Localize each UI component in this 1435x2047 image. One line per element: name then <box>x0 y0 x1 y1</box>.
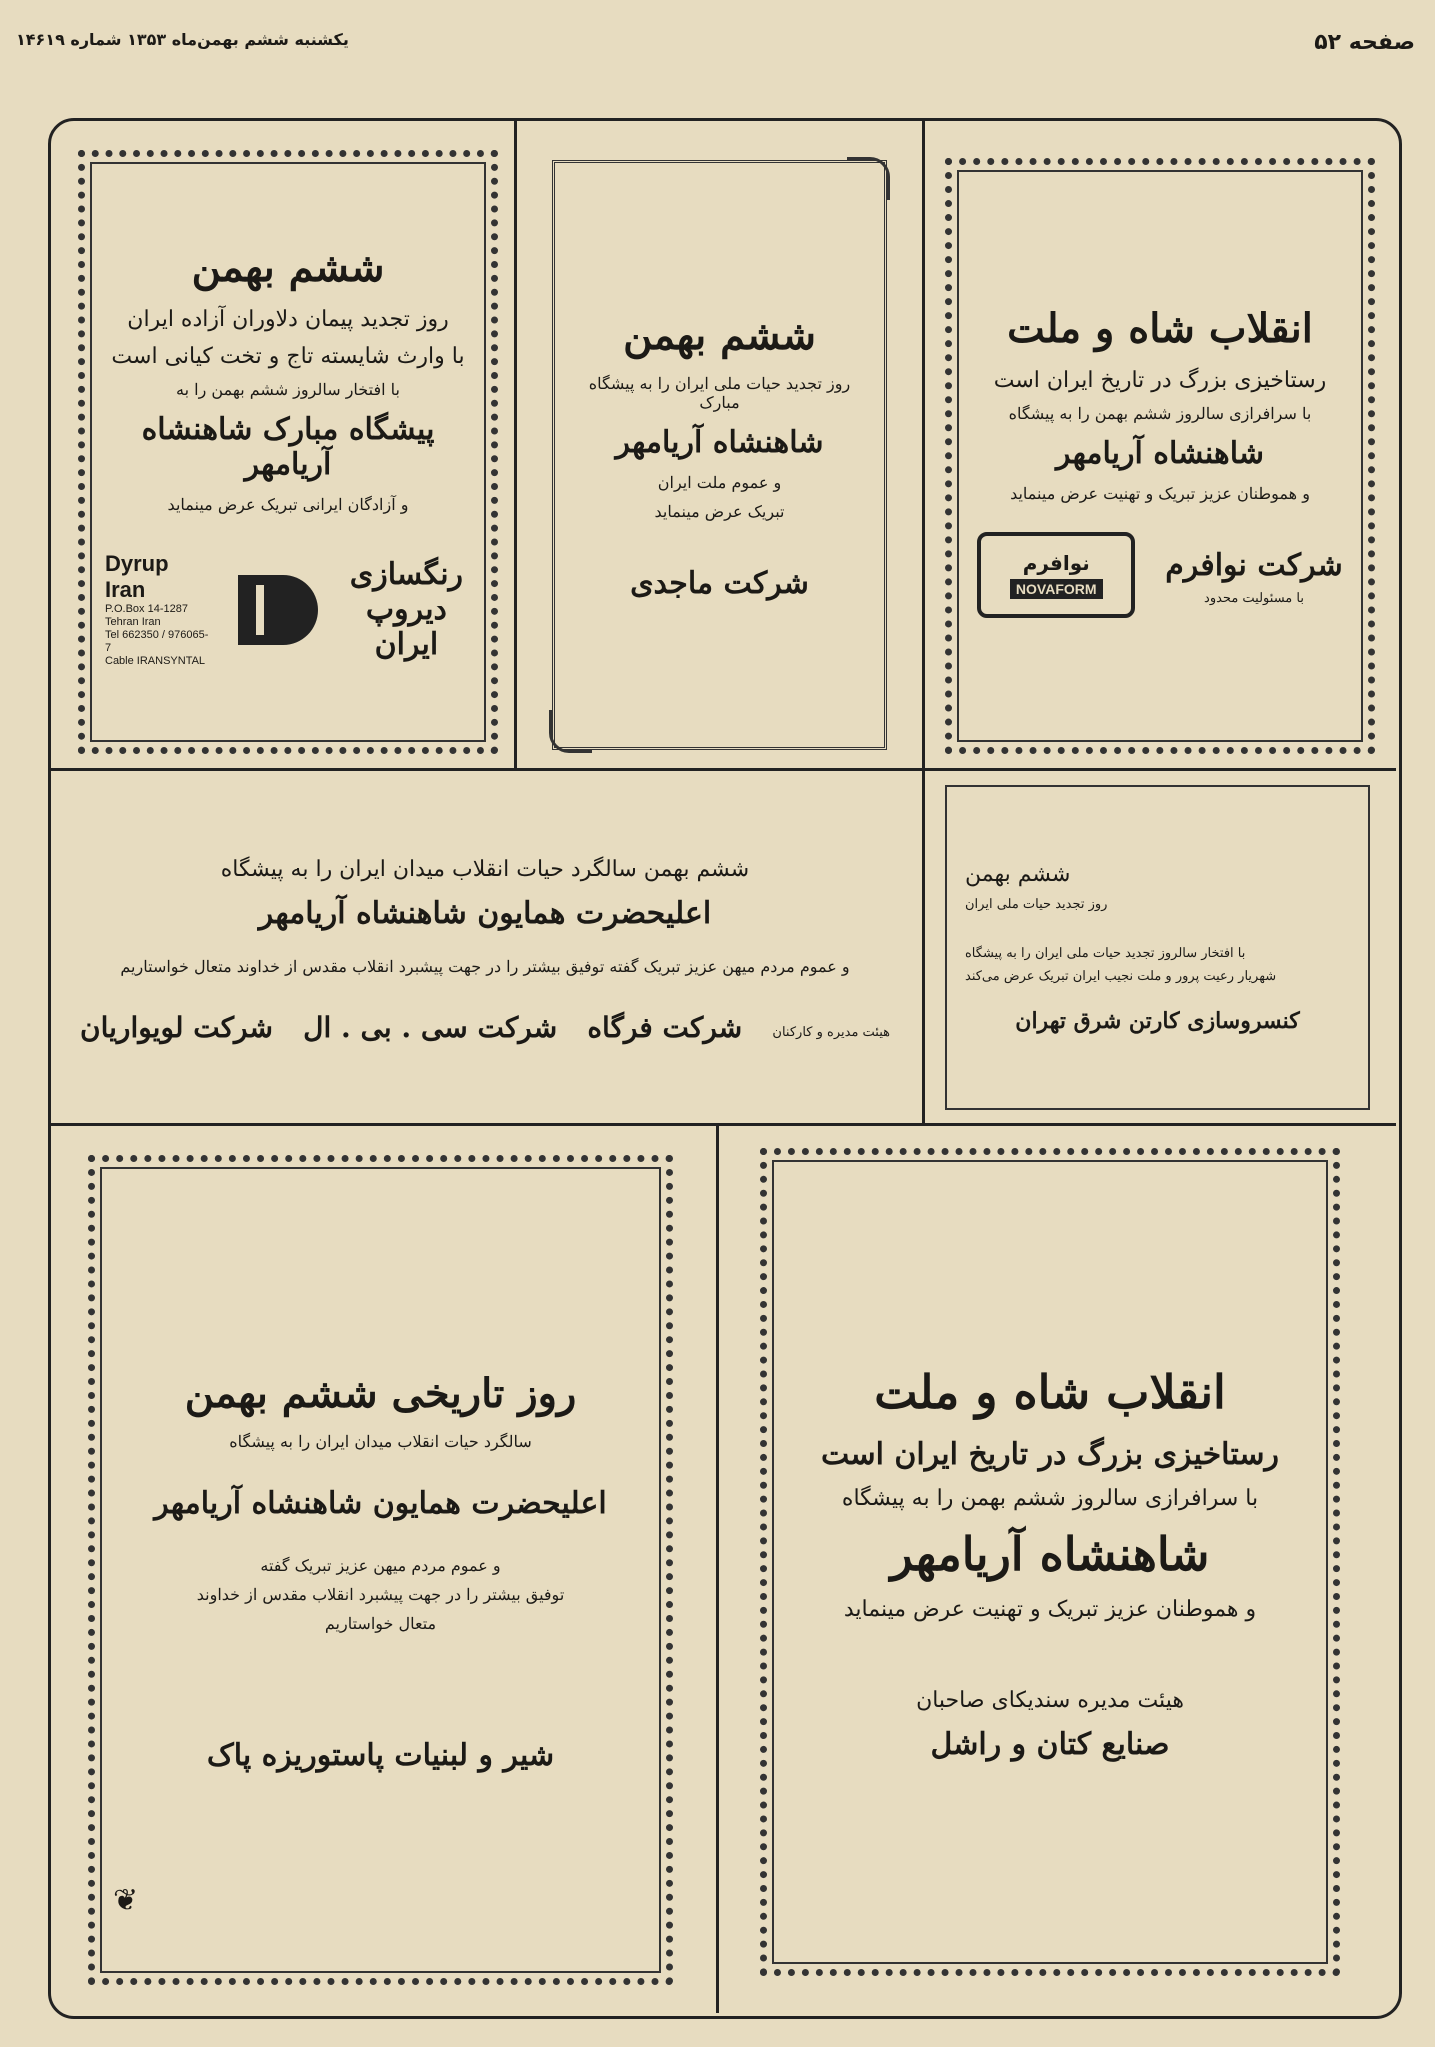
ad-kaftan-company: صنایع کتان و راشل <box>930 1726 1170 1762</box>
ad-novaform-company-sub: با مسئولیت محدود <box>1204 590 1304 606</box>
dyrup-contact <box>105 551 214 668</box>
ad-majedi <box>552 160 887 750</box>
ad-dyrup-line5: و آزادگان ایرانی تبریک عرض مینماید <box>167 495 409 514</box>
ad-kaftan-line1: رستاخیزی بزرگ در تاریخ ایران است <box>821 1436 1279 1472</box>
ad-pasteurized-line5: متعال خواستاریم <box>324 1613 437 1633</box>
ad-novaform <box>945 158 1375 754</box>
dyrup-cable: Cable IRANSYNTAL <box>105 655 206 667</box>
divider-v4 <box>716 1125 719 2013</box>
ad-kaftan-line2: با سرافرازی سالروز ششم بهمن را به پیشگاه <box>841 1485 1259 1511</box>
ad-majedi-line1: روز تجدید حیات ملی ایران را به پیشگاه مبارک <box>588 373 851 412</box>
ad-majedi-title: ششم بهمن <box>623 311 816 359</box>
dyrup-city: Tehran Iran <box>105 616 161 628</box>
ad-novaform-line4: و هموطنان عزیز تبریک و تهنیت عرض مینماید <box>1010 483 1310 503</box>
ad-group-sub: هیئت مدیره و کارکنان <box>772 1025 890 1040</box>
ad-group-company-2: شرکت سی . بی . ال <box>303 1011 558 1044</box>
ad-kaftan-sub: هیئت مدیره سندیکای صاحبان <box>916 1687 1184 1713</box>
dyrup-po: P.O.Box 14-1287 <box>105 603 188 615</box>
novaform-logo-row <box>977 532 1343 618</box>
ad-novaform-line1: رستاخیزی بزرگ در تاریخ ایران است <box>993 367 1327 393</box>
ad-carton-line3: با افتخار سالروز تجدید حیات ملی ایران را به پیشگاه <box>965 945 1246 961</box>
ad-carton-line1: ششم بهمن <box>965 861 1071 887</box>
ad-pasteurized <box>88 1155 673 1985</box>
novaform-logo-en: NOVAFORM <box>1010 579 1103 599</box>
dyrup-tel: Tel 662350 / 976065-7 <box>105 629 209 654</box>
ad-group-company-3: شرکت لویواریان <box>80 1011 273 1044</box>
divider-v1 <box>514 121 517 770</box>
ad-majedi-line2: شاهنشاه آریامهر <box>615 424 824 460</box>
dyrup-logo-row <box>105 549 471 670</box>
dyrup-brand: Dyrup Iran <box>105 551 169 602</box>
ad-carton-company: کنسروسازی کارتن شرق تهران <box>1015 1007 1300 1034</box>
ad-group-company-1: شرکت فرگاه <box>587 1011 743 1044</box>
ad-dyrup <box>78 150 498 754</box>
ad-majedi-line4: تبریک عرض مینماید <box>654 501 785 521</box>
ad-novaform-line2: با سرافرازی سالروز ششم بهمن را به پیشگاه <box>1008 403 1312 423</box>
ad-group-company-row <box>80 1011 890 1044</box>
ad-novaform-title: انقلاب شاه و ملت <box>1007 304 1313 352</box>
ad-novaform-company: شرکت نوافرم <box>1165 547 1343 583</box>
ad-dyrup-company: رنگسازی دیروپ ایران <box>349 557 464 662</box>
ad-pasteurized-line1: سالگرد حیات انقلاب میدان ایران را به پیشگاه <box>229 1431 532 1451</box>
ad-novaform-line3: شاهنشاه آریامهر <box>1056 435 1264 471</box>
ad-group-line2: اعلیحضرت همایون شاهنشاه آریامهر <box>258 896 712 931</box>
flower-logo-icon: ❦ <box>113 1883 139 1918</box>
issue-date-line: یکشنبه ششم بهمن‌ماه ۱۳۵۳ شماره ۱۴۶۱۹ <box>16 30 349 49</box>
ad-pasteurized-line3: و عموم مردم میهن عزیز تبریک گفته <box>260 1555 501 1575</box>
ad-group-line1: ششم بهمن سالگرد حیات انقلاب میدان ایران را به پیشگاه <box>220 857 750 882</box>
ad-pasteurized-line4: توفیق بیشتر را در جهت پیشبرد انقلاب مقدس از خداوند <box>196 1584 565 1604</box>
ad-group <box>60 780 910 1115</box>
ad-kaftan-line4: و هموطنان عزیز تبریک و تهنیت عرض مینماید <box>843 1596 1257 1622</box>
ad-pasteurized-title: روز تاریخی ششم بهمن <box>184 1369 577 1417</box>
ad-kaftan-line3: شاهنشاه آریامهر <box>890 1526 1210 1581</box>
ad-dyrup-title: ششم بهمن <box>191 244 385 291</box>
divider-v3 <box>922 770 925 1125</box>
ad-pasteurized-line2: اعلیحضرت همایون شاهنشاه آریامهر <box>154 1485 607 1521</box>
ad-dyrup-line4: پیشگاه مبارک شاهنشاه آریامهر <box>141 412 435 482</box>
page-number: صفحه ۵۲ <box>1314 30 1415 55</box>
ad-kaftan <box>760 1148 1340 1976</box>
divider-h2 <box>51 1123 1396 1126</box>
ad-dyrup-line3: با افتخار سالروز ششم بهمن را به <box>176 380 400 399</box>
ad-dyrup-line2: با وارث شایسته تاج و تخت کیانی است <box>111 344 465 369</box>
dyrup-d-logo-icon <box>238 575 318 645</box>
ad-carton-line4: شهریار رعیت پرور و ملت نجیب ایران تبریک عرض می‌کند <box>965 968 1277 984</box>
novaform-company-block <box>1165 540 1343 610</box>
divider-h1 <box>51 768 1396 771</box>
ad-kaftan-title: انقلاب شاه و ملت <box>874 1364 1226 1419</box>
ad-carton-line2: روز تجدید حیات ملی ایران <box>965 896 1108 912</box>
ad-majedi-company: شرکت ماجدی <box>630 565 809 601</box>
divider-v2 <box>922 121 925 770</box>
ad-dyrup-line1: روز تجدید پیمان دلاوران آزاده ایران <box>127 307 449 332</box>
novaform-logo-icon <box>977 532 1135 618</box>
ad-pasteurized-company: شیر و لبنیات پاستوریزه پاک <box>206 1737 555 1773</box>
ad-group-line3: و عموم مردم میهن عزیز تبریک گفته توفیق بیشتر را در جهت پیشبرد انقلاب مقدس از خداوند متعال خواستاریم <box>120 957 850 976</box>
ad-carton <box>945 785 1370 1110</box>
ad-majedi-line3: و عموم ملت ایران <box>657 472 782 492</box>
novaform-logo-fa: نوافرم <box>1022 550 1090 575</box>
